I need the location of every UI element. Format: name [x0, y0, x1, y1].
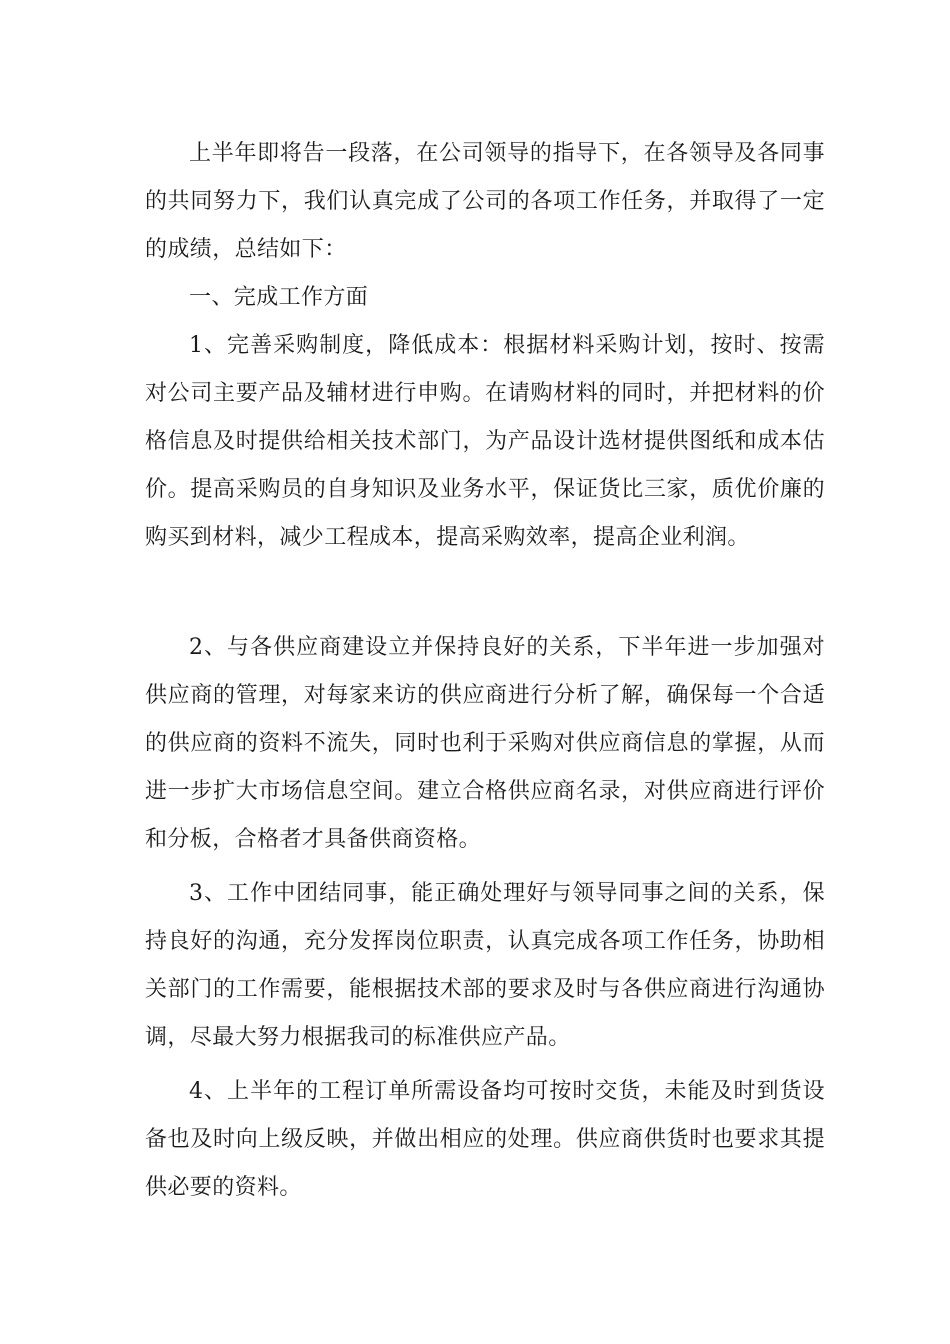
intro-paragraph: 上半年即将告一段落，在公司领导的指导下，在各领导及各同事的共同努力下，我们认真完成了公司的各项工作任务，并取得了一定的成绩，总结如下： — [145, 141, 825, 262]
work-item-2: 2、与各供应商建设立并保持良好的关系，下半年进一步加强对供应商的管理，对每家来访的供应商进行分析了解，确保每一个合适的供应商的资料不流失，同时也利于采购对供应商信息的掌握，从而进一步扩大市场信息空间。建立合格供应商名录，对供应商进行评价和分板，合格者才具备供商资格。 — [145, 635, 825, 852]
section-heading: 一、完成工作方面 — [189, 285, 369, 310]
work-item-3: 3、工作中团结同事，能正确处理好与领导同事之间的关系，保持良好的沟通，充分发挥岗位职责，认真完成各项工作任务，协助相关部门的工作需要，能根据技术部的要求及时与各供应商进行沟通协调，尽最大努力根据我司的标准供应产品。 — [145, 881, 825, 1050]
work-item-4: 4、上半年的工程订单所需设备均可按时交货，未能及时到货设备也及时向上级反映，并做出相应的处理。供应商供货时也要求其提供必要的资料。 — [145, 1079, 825, 1200]
work-item-1: 1、完善采购制度，降低成本：根据材料采购计划，按时、按需对公司主要产品及辅材进行申购。在请购材料的同时，并把材料的价格信息及时提供给相关技术部门，为产品设计选材提供图纸和成本估价。提高采购员的自身知识及业务水平，保证货比三家，质优价廉的购买到材料，减少工程成本，提高采购效率，提高企业利润。 — [145, 333, 825, 550]
